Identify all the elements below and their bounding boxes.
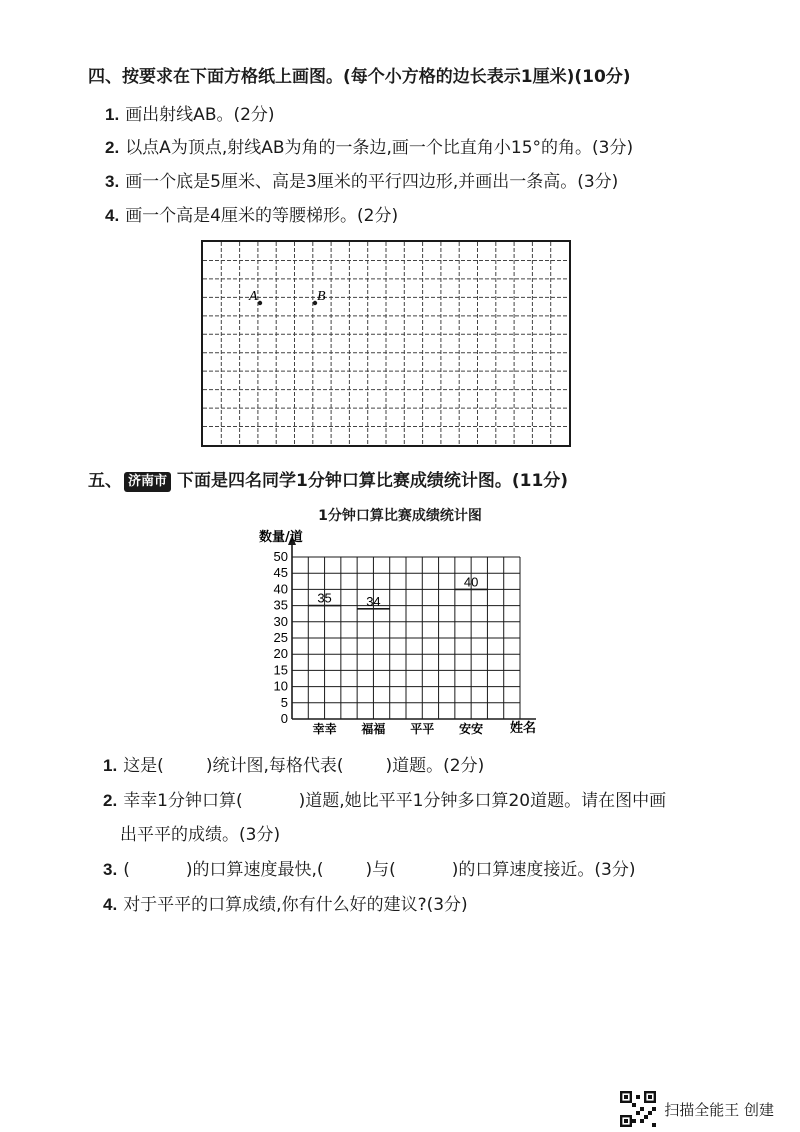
chart-title: 1分钟口算比赛成绩统计图 [318,508,482,524]
s4-q3-text: 画一个底是5厘米、高是3厘米的平行四边形,并画出一条高。(3分) [125,172,619,192]
point-a [258,301,262,305]
s5-q1-num: 1. [103,756,118,775]
s5-title-text: 下面是四名同学1分钟口算比赛成绩统计图。(11分) [177,471,569,491]
region-tag: 济南市 [124,472,171,492]
bar-value-label: 35 [317,590,332,606]
scanner-watermark [620,1091,774,1127]
s5-question-1 [103,755,484,777]
y-tick-label: 45 [273,565,288,581]
s5-q1-part1: 这是( [123,756,164,776]
y-tick-label: 5 [280,694,288,710]
s4-q4-num: 4. [105,206,120,225]
s4-q1-text: 画出射线AB。(2分) [125,105,275,125]
x-tick-label: 安安 [459,722,484,736]
s4-question-1 [105,104,275,126]
s4-question-2 [105,137,633,159]
grid-paper[interactable] [201,240,571,447]
s4-q1-num: 1. [105,105,120,124]
s5-q2-part1: 幸幸1分钟口算( [123,791,243,811]
s5-q3-part1: ( [123,860,130,880]
s4-q2-num: 2. [105,138,120,157]
section4-title: 四、按要求在下面方格纸上画图。(每个小方格的边长表示1厘米)(10分) [88,67,631,87]
s5-question-4 [103,894,468,916]
s5-q2-num: 2. [103,791,118,810]
s5-q4-num: 4. [103,895,118,914]
y-tick-label: 20 [273,646,288,662]
bar-value-label: 34 [366,593,381,609]
s5-q4-text: 对于平平的口算成绩,你有什么好的建议?(3分) [123,895,468,915]
y-tick-label: 35 [273,597,288,613]
x-axis-label: 姓名 [510,721,537,736]
s5-prefix: 五、 [88,471,122,491]
y-tick-label: 15 [273,662,288,678]
s5-question-3 [103,859,635,881]
s4-question-3 [105,171,618,193]
y-tick-label: 40 [273,581,288,597]
s5-q1-part2: )统计图,每格代表( [205,756,344,776]
s5-q3-part4: )的口算速度接近。(3分) [451,860,636,880]
y-tick-label: 25 [273,630,288,645]
y-tick-label: 50 [273,549,288,564]
s5-q3-part3: )与( [365,860,396,880]
x-tick-label: 平平 [410,722,435,736]
y-tick-label: 10 [273,678,288,694]
s5-q3-num: 3. [103,860,118,879]
s5-q2-part2: )道题,她比平平1分钟多口算20道题。请在图中画 [298,791,667,811]
bar-chart [240,525,560,740]
s4-q2-text: 以点A为顶点,射线AB为角的一条边,画一个比直角小15°的角。(3分) [125,138,634,158]
s4-q3-num: 3. [105,172,120,191]
point-b-label: B [317,289,326,304]
y-tick-label: 30 [273,613,288,629]
section5-title [88,470,568,492]
s5-q1-part3: )道题。(2分) [385,756,485,776]
x-tick-label: 福福 [361,722,386,736]
s5-question-2-cont: 出平平的成绩。(3分) [120,825,281,845]
s5-question-2 [103,790,666,812]
y-axis-label: 数量/道 [259,530,303,545]
x-tick-label: 幸幸 [312,722,337,736]
y-tick-label: 0 [280,711,288,726]
bar-value-label: 40 [463,574,479,590]
watermark-text: 扫描全能王 创建 [664,1100,774,1119]
qr-code-icon [620,1091,656,1127]
s5-q3-part2: )的口算速度最快,( [185,860,324,880]
grid-paper-svg [203,242,569,445]
s4-question-4 [105,205,398,227]
s4-q4-text: 画一个高是4厘米的等腰梯形。(2分) [125,206,399,226]
point-a-label: A [249,289,258,304]
